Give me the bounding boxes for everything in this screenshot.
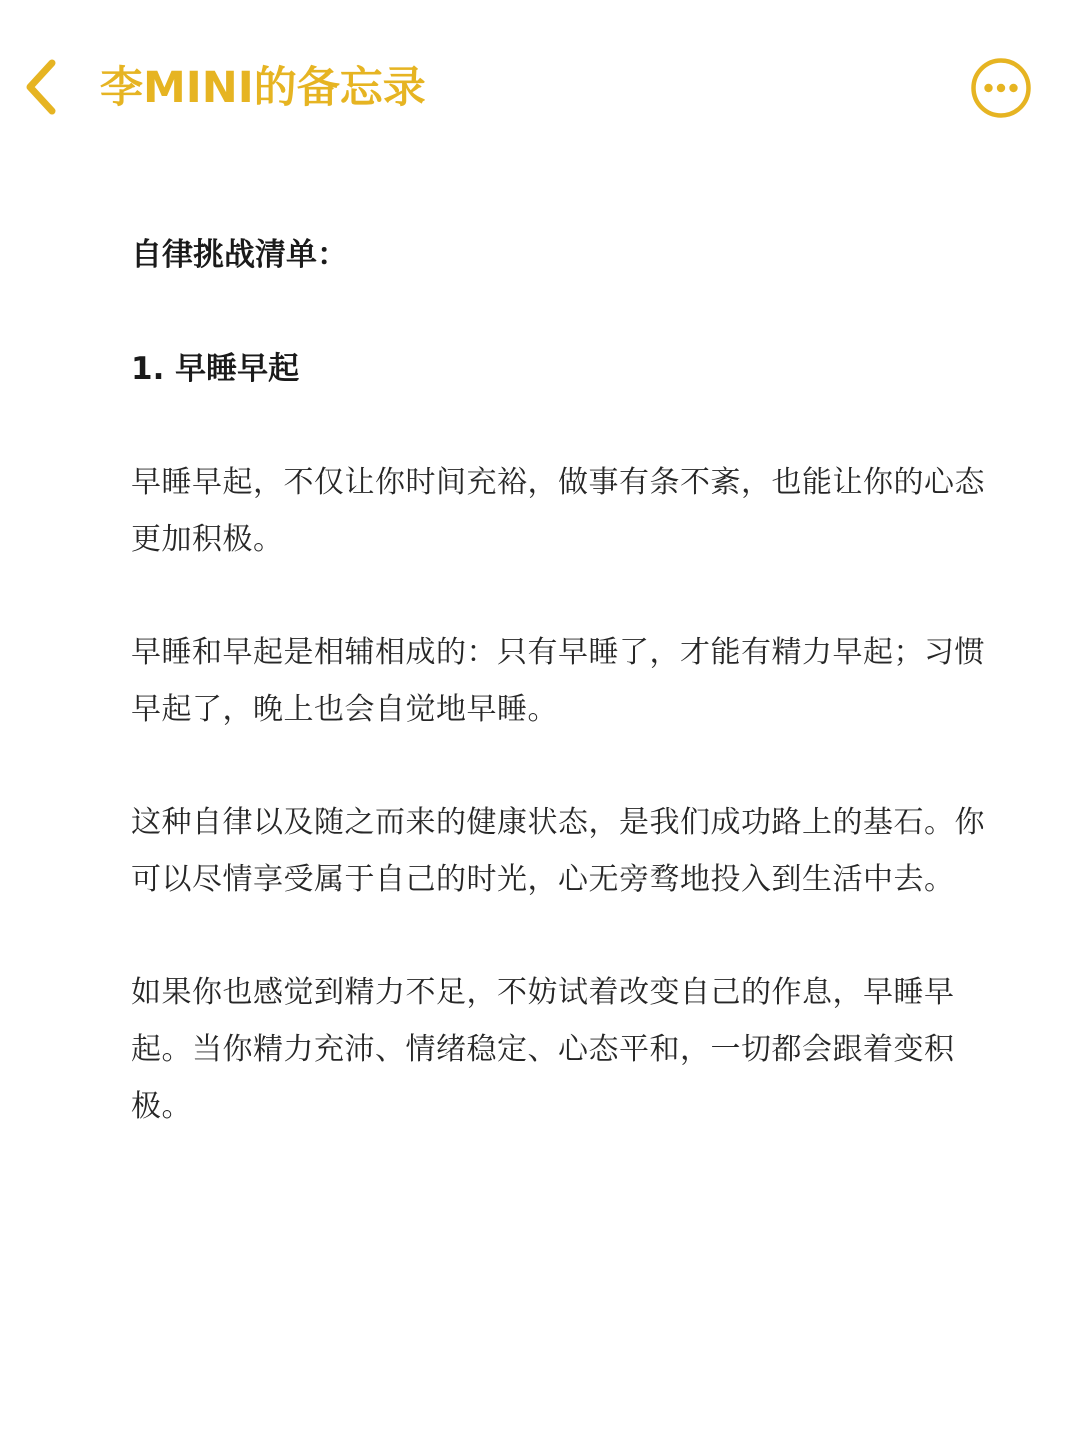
more-button[interactable] [970, 57, 1032, 119]
chevron-left-icon [22, 55, 62, 119]
note-subheading: 1. 早睡早起 [131, 351, 300, 387]
page-title: 李MINI的备忘录 [100, 63, 426, 113]
note-paragraph: 早睡早起，不仅让你时间充裕，做事有条不紊，也能让你的心态更加积极。 [131, 465, 985, 557]
note-paragraph: 这种自律以及随之而来的健康状态，是我们成功路上的基石。你可以尽情享受属于自己的时光，心无旁骛地投入到生活中去。 [131, 805, 985, 897]
note-content[interactable] [131, 226, 991, 1135]
nav-bar [0, 0, 1080, 175]
note-heading: 自律挑战清单： [131, 237, 348, 273]
back-button[interactable] [10, 50, 74, 124]
note-paragraph: 早睡和早起是相辅相成的：只有早睡了，才能有精力早起；习惯早起了，晚上也会自觉地早睡。 [131, 635, 985, 727]
more-dots-icon [970, 57, 1032, 119]
note-paragraph: 如果你也感觉到精力不足，不妨试着改变自己的作息，早睡早起。当你精力充沛、情绪稳定、心态平和，一切都会跟着变积极。 [131, 975, 955, 1124]
